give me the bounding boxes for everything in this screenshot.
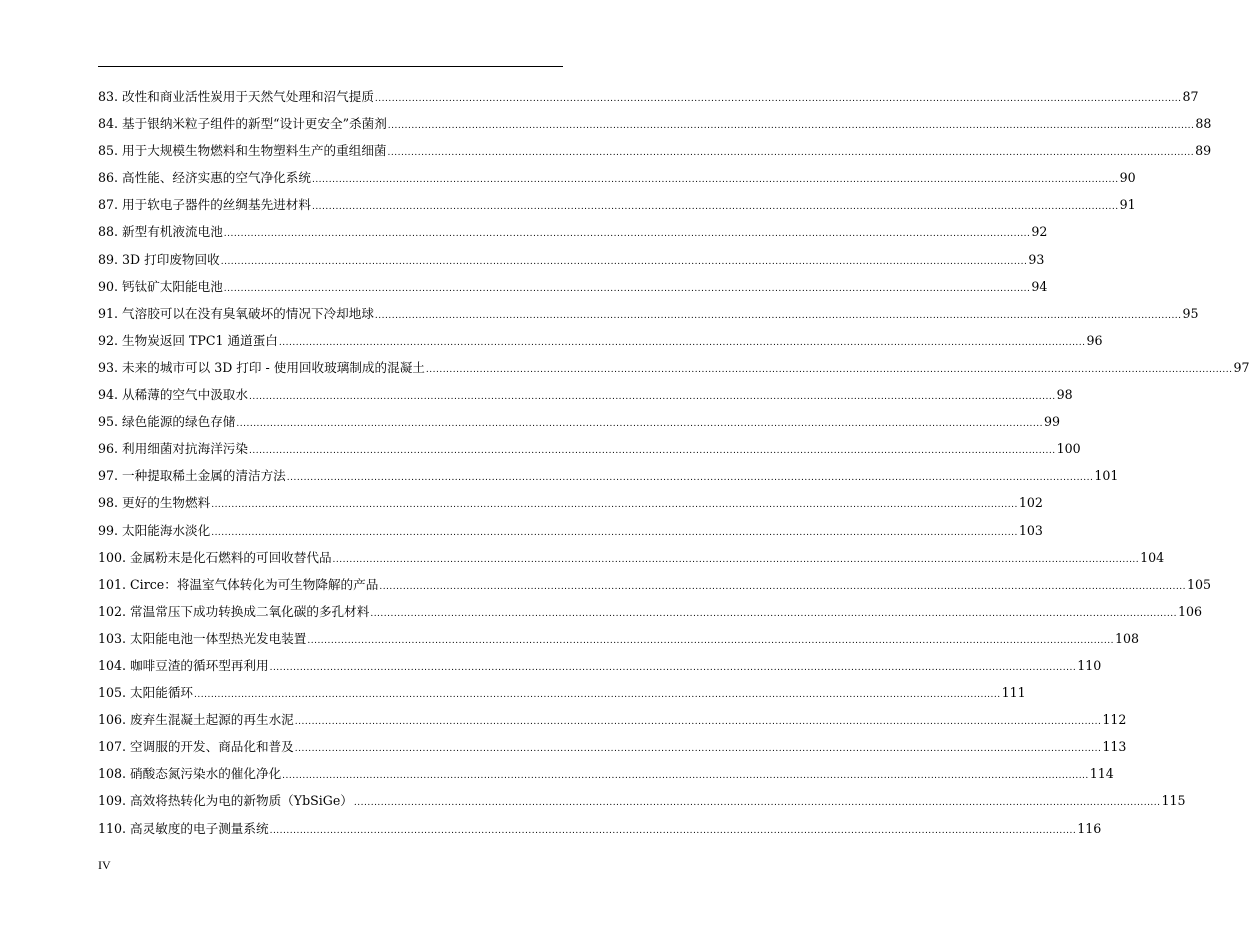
toc-entry[interactable] [98, 815, 1102, 842]
toc-entry-page: 91 [1119, 197, 1136, 213]
toc-entry-title: 96. 利用细菌对抗海洋污染 [98, 441, 248, 457]
toc-entry-title: 110. 高灵敏度的电子测量系统 [98, 820, 269, 836]
toc-entry-title: 98. 更好的生物燃料 [98, 495, 211, 511]
toc-entry-page: 104 [1140, 549, 1165, 565]
toc-entry[interactable] [98, 408, 1061, 435]
toc-entry-page: 111 [1001, 685, 1026, 701]
toc-entry-title: 109. 高效将热转化为电的新物质（YbSiGe） [98, 793, 353, 809]
table-of-contents [98, 83, 1250, 842]
toc-leader-dots [194, 682, 1001, 709]
toc-entry[interactable] [98, 598, 1202, 625]
toc-entry-title: 88. 新型有机液流电池 [98, 224, 223, 240]
toc-entry[interactable] [98, 435, 1081, 462]
toc-entry[interactable] [98, 760, 1114, 787]
toc-entry-page: 115 [1161, 793, 1186, 809]
toc-entry[interactable] [98, 164, 1136, 191]
toc-leader-dots [211, 492, 1018, 519]
toc-entry[interactable] [98, 273, 1048, 300]
toc-entry-page: 90 [1119, 170, 1136, 186]
toc-leader-dots [370, 601, 1177, 628]
toc-leader-dots [426, 357, 1233, 384]
toc-entry[interactable] [98, 191, 1136, 218]
toc-entry[interactable] [98, 218, 1048, 245]
toc-entry-title: 93. 未来的城市可以 3D 打印 - 使用回收玻璃制成的混凝土 [98, 359, 425, 375]
toc-entry-page: 92 [1031, 224, 1048, 240]
toc-leader-dots [307, 628, 1114, 655]
toc-entry-page: 113 [1102, 739, 1127, 755]
toc-leader-dots [270, 818, 1077, 845]
toc-leader-dots [333, 547, 1140, 574]
toc-entry[interactable] [98, 300, 1199, 327]
toc-leader-dots [236, 411, 1043, 438]
toc-entry[interactable] [98, 137, 1212, 164]
toc-entry-page: 106 [1177, 603, 1202, 619]
toc-entry-page: 100 [1056, 441, 1081, 457]
toc-leader-dots [221, 249, 1028, 276]
toc-leader-dots [249, 384, 1056, 411]
toc-entry-title: 103. 太阳能电池一体型热光发电装置 [98, 630, 307, 646]
header-rule [98, 66, 563, 67]
toc-entry[interactable] [98, 679, 1026, 706]
toc-entry[interactable] [98, 354, 1250, 381]
toc-entry-title: 105. 太阳能循环 [98, 685, 194, 701]
toc-entry-page: 101 [1094, 468, 1119, 484]
toc-entry-title: 83. 改性和商业活性炭用于天然气处理和沼气提质 [98, 89, 374, 104]
toc-entry-title: 86. 高性能、经济实惠的空气净化系统 [98, 170, 311, 186]
toc-entry[interactable] [98, 327, 1103, 354]
toc-entry[interactable] [98, 489, 1043, 516]
toc-entry-page: 102 [1018, 495, 1043, 511]
toc-entry-title: 101. Circe：将温室气体转化为可生物降解的产品 [98, 576, 379, 592]
toc-entry-page: 108 [1114, 630, 1140, 646]
toc-entry[interactable] [98, 544, 1165, 571]
page-number: IV [98, 858, 111, 872]
toc-entry-page: 114 [1089, 766, 1114, 782]
toc-entry-page: 97 [1233, 359, 1250, 375]
toc-leader-dots [211, 520, 1018, 547]
toc-entry-page: 112 [1102, 712, 1127, 728]
toc-entry-title: 87. 用于软电子器件的丝绸基先进材料 [98, 197, 311, 213]
toc-entry-page: 94 [1031, 278, 1048, 294]
toc-leader-dots [354, 790, 1161, 817]
toc-entry[interactable] [98, 706, 1127, 733]
toc-entry-title: 90. 钙钛矿太阳能电池 [98, 278, 223, 294]
toc-entry-title: 97. 一种提取稀土金属的清洁方法 [98, 468, 286, 484]
toc-entry-title: 107. 空调服的开发、商品化和普及 [98, 739, 294, 755]
toc-entry-page: 88 [1195, 116, 1212, 132]
toc-leader-dots [224, 221, 1031, 248]
toc-entry[interactable] [98, 110, 1212, 137]
toc-entry-title: 102. 常温常压下成功转换成二氧化碳的多孔材料 [98, 603, 370, 619]
toc-leader-dots [388, 140, 1195, 167]
toc-entry-page: 99 [1044, 414, 1061, 430]
toc-leader-dots [379, 574, 1186, 601]
toc-leader-dots [375, 86, 1182, 113]
toc-leader-dots [270, 655, 1077, 682]
toc-entry[interactable] [98, 652, 1102, 679]
toc-entry-page: 87 [1182, 89, 1199, 104]
toc-entry-page: 93 [1028, 251, 1045, 267]
toc-entry-title: 84. 基于银纳米粒子组件的新型“设计更安全”杀菌剂 [98, 116, 387, 132]
toc-entry-title: 94. 从稀薄的空气中汲取水 [98, 387, 248, 403]
toc-leader-dots [224, 276, 1031, 303]
toc-leader-dots [249, 438, 1056, 465]
toc-entry[interactable] [98, 462, 1119, 489]
toc-entry[interactable] [98, 517, 1043, 544]
toc-entry-title: 108. 硝酸态氮污染水的催化净化 [98, 766, 282, 782]
toc-entry-page: 103 [1018, 522, 1043, 538]
toc-entry-page: 98 [1056, 387, 1073, 403]
toc-entry-title: 100. 金属粉末是化石燃料的可回收替代品 [98, 549, 332, 565]
toc-entry-title: 85. 用于大规模生物燃料和生物塑料生产的重组细菌 [98, 143, 387, 159]
toc-leader-dots [312, 194, 1119, 221]
toc-leader-dots [295, 709, 1102, 736]
toc-entry-title: 106. 废弃生混凝土起源的再生水泥 [98, 712, 294, 728]
toc-leader-dots [312, 167, 1119, 194]
toc-entry-title: 104. 咖啡豆渣的循环型再利用 [98, 657, 269, 673]
toc-entry-title: 89. 3D 打印废物回收 [98, 251, 220, 267]
toc-entry[interactable] [98, 733, 1127, 760]
toc-entry[interactable] [98, 787, 1186, 814]
toc-leader-dots [287, 465, 1094, 492]
toc-entry-title: 99. 太阳能海水淡化 [98, 522, 211, 538]
toc-entry[interactable] [98, 83, 1199, 110]
toc-entry-title: 95. 绿色能源的绿色存储 [98, 414, 236, 430]
toc-entry[interactable] [98, 571, 1211, 598]
toc-leader-dots [282, 763, 1089, 790]
toc-entry-page: 116 [1077, 820, 1102, 836]
toc-entry-page: 95 [1182, 305, 1199, 321]
toc-entry-title: 92. 生物炭返回 TPC1 通道蛋白 [98, 332, 278, 348]
toc-leader-dots [295, 736, 1102, 763]
toc-leader-dots [388, 113, 1195, 140]
toc-entry-page: 105 [1186, 576, 1211, 592]
toc-entry-title: 91. 气溶胶可以在没有臭氧破坏的情况下冷却地球 [98, 305, 374, 321]
toc-entry[interactable] [98, 625, 1140, 652]
toc-leader-dots [375, 303, 1182, 330]
toc-entry-page: 110 [1077, 657, 1102, 673]
toc-entry-page: 96 [1086, 332, 1103, 348]
toc-entry[interactable] [98, 381, 1073, 408]
toc-entry-page: 89 [1195, 143, 1212, 159]
toc-entry[interactable] [98, 246, 1045, 273]
toc-leader-dots [279, 330, 1086, 357]
